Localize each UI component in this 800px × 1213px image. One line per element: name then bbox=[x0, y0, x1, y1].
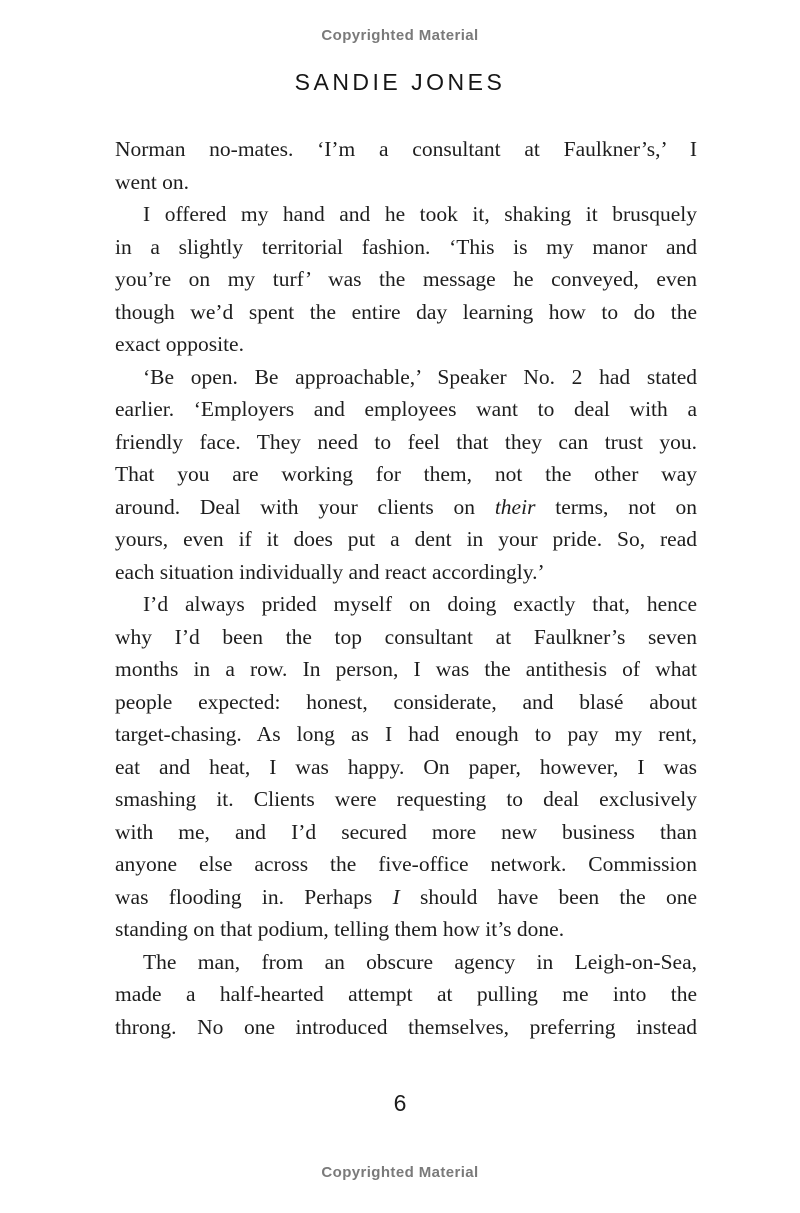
body-line: friendly face. They need to feel that they can trust you. bbox=[115, 429, 697, 454]
body-line: I’d always prided myself on doing exactly that, hence bbox=[143, 592, 697, 616]
body-line: smashing it. Clients were requesting to deal exclusively bbox=[115, 787, 697, 811]
author-name: SANDIE JONES bbox=[294, 69, 506, 95]
body-line: was flooding in. Perhaps I should have been the one bbox=[115, 884, 697, 909]
body-line: around. Deal with your clients on their terms, not on bbox=[115, 494, 697, 519]
body-line: eat and heat, I was happy. On paper, however, I was bbox=[115, 754, 697, 779]
body-line: I offered my hand and he took it, shaking it brusquely bbox=[143, 202, 697, 226]
body-line: each situation individually and react accordingly.’ bbox=[115, 559, 545, 584]
body-line: target-chasing. As long as I had enough to pay my rent, bbox=[115, 722, 697, 746]
body-line: made a half-hearted attempt at pulling me into the bbox=[115, 982, 697, 1006]
body-line: anyone else across the five-office network. Commission bbox=[115, 852, 697, 876]
body-line: went on. bbox=[115, 169, 190, 194]
body-line: why I’d been the top consultant at Faulkner’s seven bbox=[115, 624, 697, 649]
body-line: though we’d spent the entire day learning how to do the bbox=[115, 299, 697, 324]
body-line: months in a row. In person, I was the antithesis of what bbox=[115, 657, 697, 681]
body-line: with me, and I’d secured more new business than bbox=[115, 819, 697, 844]
body-line: exact opposite. bbox=[115, 332, 244, 356]
body-line: earlier. ‘Employers and employees want to deal with a bbox=[115, 397, 697, 421]
body-line: in a slightly territorial fashion. ‘This is my manor and bbox=[115, 234, 697, 259]
body-line: ‘Be open. Be approachable,’ Speaker No. 2 had stated bbox=[143, 364, 697, 389]
body-line: Norman no-mates. ‘I’m a consultant at Faulkner’s,’ I bbox=[115, 137, 697, 161]
body-line: yours, even if it does put a dent in your pride. So, read bbox=[115, 527, 697, 551]
copyright-notice-top: Copyrighted Material bbox=[321, 27, 479, 44]
body-line: you’re on my turf’ was the message he conveyed, even bbox=[115, 267, 697, 291]
copyright-notice-bottom: Copyrighted Material bbox=[321, 1164, 479, 1181]
page-number: 6 bbox=[393, 1090, 407, 1116]
body-line: That you are working for them, not the other way bbox=[115, 462, 697, 486]
body-line: people expected: honest, considerate, and blasé about bbox=[115, 689, 697, 714]
body-line: The man, from an obscure agency in Leigh-on-Sea, bbox=[143, 949, 697, 974]
body-text bbox=[115, 133, 697, 1043]
body-line: throng. No one introduced themselves, preferring instead bbox=[115, 1014, 697, 1039]
body-line: standing on that podium, telling them how it’s done. bbox=[115, 917, 565, 941]
